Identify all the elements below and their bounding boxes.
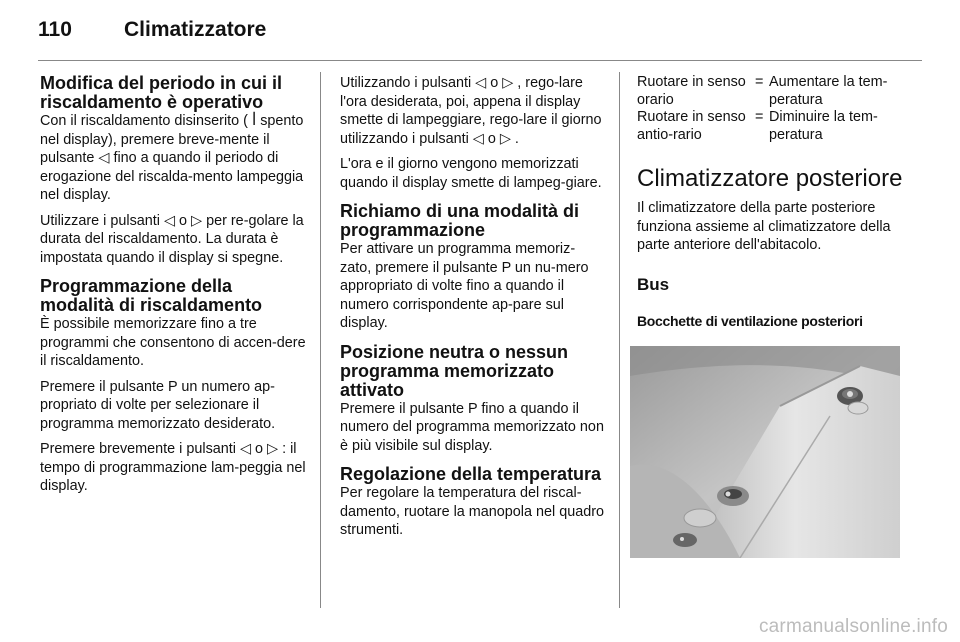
header-divider bbox=[38, 60, 922, 61]
rotation-table bbox=[637, 74, 903, 144]
rear-vents-photo bbox=[630, 346, 900, 558]
heading-richiamo: Richiamo di una modalità di programmazione bbox=[340, 201, 580, 240]
paragraph: È possibile memorizzare fino a tre programmi che consentono di accen-dere il riscaldamento. bbox=[40, 316, 306, 369]
column-divider-2 bbox=[619, 72, 620, 608]
column-1 bbox=[40, 74, 308, 496]
column-divider-1 bbox=[320, 72, 321, 608]
table-row bbox=[637, 109, 903, 144]
table-row bbox=[637, 74, 903, 109]
watermark: carmanualsonline.info bbox=[758, 616, 948, 637]
paragraph: Per regolare la temperatura del riscal-damento, ruotare la manopola nel quadro strumenti. bbox=[340, 485, 605, 538]
column-3 bbox=[637, 74, 903, 331]
table-cell-action: Ruotare in senso antio-rario bbox=[637, 109, 746, 143]
table-cell-eq: = bbox=[755, 74, 764, 90]
heading-bus: Bus bbox=[637, 274, 670, 294]
page-number: 110 bbox=[38, 18, 72, 41]
heading-bocchette: Bocchette di ventilazione posteriori bbox=[637, 312, 863, 329]
table-cell-eq: = bbox=[755, 109, 764, 125]
heading-regolazione: Regolazione della temperatura bbox=[340, 464, 602, 484]
paragraph: Con il riscaldamento disinserito ( ꟾ spento nel display), premere breve-mente il pulsante ◁ fino a quando il periodo di erogazione del riscalda-mento lampeggia nel display. bbox=[40, 113, 304, 203]
table-cell-action: Ruotare in senso orario bbox=[637, 74, 746, 108]
paragraph: Premere il pulsante P fino a quando il numero del programma memorizzato non è più visibile sul display. bbox=[340, 400, 604, 454]
paragraph: Premere il pulsante P un numero ap-propriato di volte per selezionare il programma memorizzato desiderato. bbox=[40, 378, 276, 432]
paragraph: Premere brevemente i pulsanti ◁ o ▷ : il tempo di programmazione lam-peggia nel display. bbox=[40, 441, 306, 494]
paragraph: Utilizzando i pulsanti ◁ o ▷ , rego-lare l'ora desiderata, poi, appena il display smette di lampeggiare, rego-lare il giorno utilizzando i pulsanti ◁ o ▷ . bbox=[340, 75, 602, 147]
page-title: Climatizzatore bbox=[124, 18, 267, 41]
heading-climatizzatore-posteriore: Climatizzatore posteriore bbox=[637, 165, 903, 192]
paragraph: L'ora e il giorno vengono memorizzati quando il display smette di lampeg-giare. bbox=[340, 156, 602, 191]
heading-posizione: Posizione neutra o nessun programma memorizzato attivato bbox=[340, 341, 569, 400]
table-cell-result: Aumentare la tem-peratura bbox=[769, 74, 888, 108]
heading-programmazione: Programmazione della modalità di riscaldamento bbox=[40, 276, 263, 315]
table-cell-result: Diminuire la tem-peratura bbox=[769, 109, 878, 143]
paragraph: Utilizzare i pulsanti ◁ o ▷ per re-golare la durata del riscaldamento. La durata è impostata quando il display si spegne. bbox=[40, 212, 304, 266]
heading-modifica: Modifica del periodo in cui il riscaldamento è operativo bbox=[40, 73, 283, 112]
paragraph: Il climatizzatore della parte posteriore funziona assieme al climatizzatore della parte anteriore dell'abitacolo. bbox=[637, 200, 891, 253]
paragraph: Per attivare un programma memoriz-zato, premere il pulsante P un nu-mero appropriato di volte fino a quando il numero corrispondente ap-pare sul display. bbox=[340, 241, 589, 331]
column-2 bbox=[340, 74, 606, 540]
